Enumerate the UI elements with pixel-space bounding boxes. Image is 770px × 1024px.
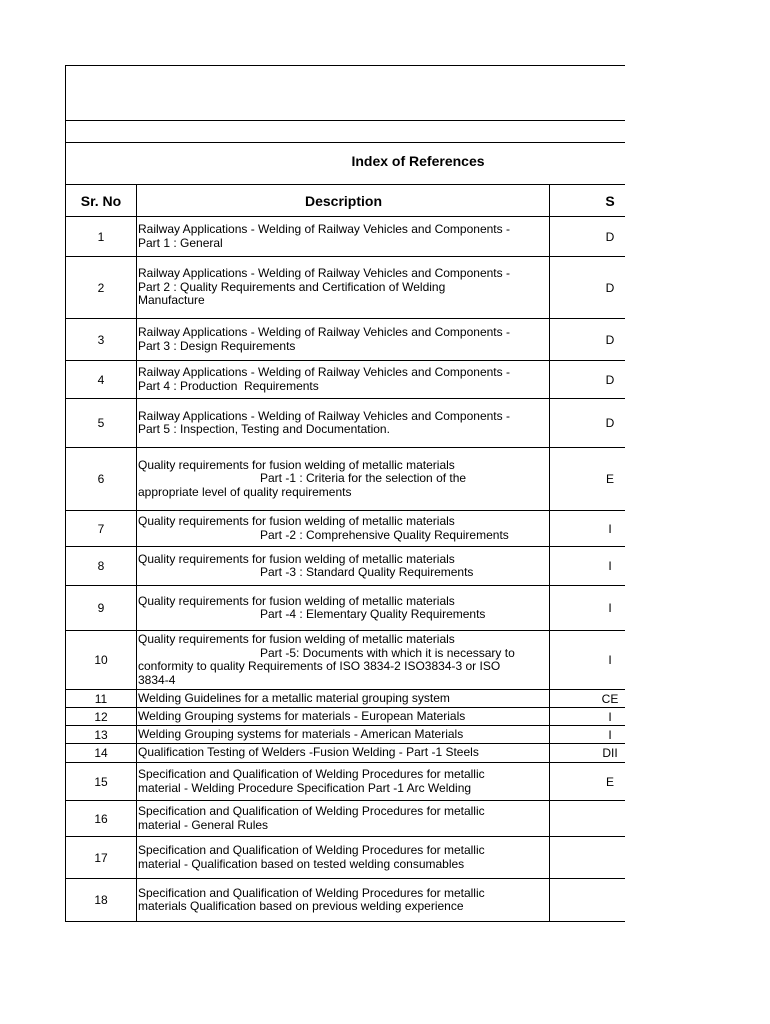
description-line: Railway Applications - Welding of Railway Vehicles and Components - [138, 325, 510, 339]
description-line: Manufacture [138, 293, 205, 308]
row-divider [65, 921, 625, 922]
description-line: Part -4 : Elementary Quality Requirements [260, 607, 486, 621]
description-line: Specification and Qualification of Welding Procedures for metallic [138, 885, 485, 900]
standard-cell: D [605, 372, 615, 387]
header-description: Description [304, 193, 382, 209]
description-cell [138, 763, 548, 800]
sr-no-cell: 15 [94, 774, 108, 789]
standard-cell: CE [601, 691, 619, 706]
description-line: Part 3 : Design Requirements [138, 338, 296, 353]
standard-cell: I [608, 727, 612, 742]
description-cell [138, 217, 548, 256]
description-cell [138, 448, 548, 510]
sr-no-cell: 1 [97, 229, 105, 244]
description-cell [138, 837, 548, 878]
description-line: Qualification Testing of Welders -Fusion Welding - Part -1 Steels [138, 745, 479, 760]
sr-no-cell: 12 [94, 709, 108, 724]
description-line: Specification and Qualification of Welding Procedures for metallic [138, 804, 485, 818]
description-line: Part -5: Documents with which it is necessary to [260, 645, 515, 660]
standard-cell: D [605, 332, 615, 347]
description-line: Railway Applications - Welding of Railway Vehicles and Components - [138, 408, 510, 423]
description-line: Part -3 : Standard Quality Requirements [260, 565, 474, 579]
sr-no-cell: 6 [97, 472, 105, 486]
sr-no-cell: 8 [97, 559, 105, 573]
standard-cell: D [605, 229, 615, 244]
sr-no-cell: 13 [94, 727, 108, 742]
header-sr-no: Sr. No [80, 193, 122, 209]
description-cell [138, 726, 548, 743]
description-line: Railway Applications - Welding of Railway Vehicles and Components - [138, 222, 510, 236]
description-line: Part -2 : Comprehensive Quality Requirements [260, 527, 509, 542]
sr-no-cell: 11 [94, 691, 108, 706]
description-line: Specification and Qualification of Welding Procedures for metallic [138, 843, 485, 857]
sr-no-cell: 17 [94, 850, 108, 865]
sr-no-cell: 18 [94, 893, 108, 907]
sr-no-cell: 4 [97, 372, 105, 387]
title-divider [65, 184, 625, 185]
description-line: Welding Grouping systems for materials - American Materials [138, 726, 464, 741]
top-border [65, 65, 625, 66]
description-cell [138, 744, 548, 762]
description-cell [138, 361, 548, 398]
description-cell [138, 257, 548, 318]
standard-cell: I [608, 709, 612, 724]
description-cell [138, 319, 548, 360]
standard-cell: D [605, 280, 615, 295]
description-line: Part -1 : Criteria for the selection of the [260, 471, 467, 486]
standard-cell [550, 879, 670, 921]
standard-cell: I [608, 559, 612, 573]
sr-no-cell: 3 [97, 332, 105, 347]
header-standard: S [605, 193, 615, 209]
sr-no-cell: 10 [94, 653, 108, 667]
description-cell [138, 801, 548, 836]
description-line: Part 1 : General [138, 235, 223, 250]
sr-no-cell: 7 [97, 521, 105, 536]
description-line: Quality requirements for fusion welding of metallic materials [138, 457, 455, 472]
description-cell [138, 708, 548, 725]
page-title: Index of References [351, 153, 485, 169]
description-line: conformity to quality Requirements of ISO 3834-2 ISO3834-3 or ISO [138, 659, 501, 673]
description-line: Quality requirements for fusion welding of metallic materials [138, 593, 455, 608]
description-line: Welding Grouping systems for materials - European Materials [138, 708, 466, 723]
sr-no-cell: 14 [94, 746, 108, 760]
standard-cell: DII [602, 746, 618, 760]
sr-no-cell: 9 [97, 601, 105, 615]
description-cell [138, 631, 548, 689]
description-line: Railway Applications - Welding of Railway Vehicles and Components - [138, 266, 510, 281]
description-line: material - Qualification based on tested welding consumables [138, 856, 465, 871]
description-cell [138, 586, 548, 630]
standard-cell [550, 837, 670, 878]
description-line: material - General Rules [138, 817, 269, 832]
standard-cell: D [605, 416, 615, 430]
column-divider-sr [136, 184, 137, 921]
standard-cell: I [608, 521, 612, 536]
description-line: Railway Applications - Welding of Railway Vehicles and Components - [138, 365, 510, 379]
description-cell [138, 879, 548, 921]
description-line: 3834-4 [138, 672, 176, 687]
header-divider-2 [65, 142, 625, 143]
description-line: Part 5 : Inspection, Testing and Documentation. [138, 422, 390, 436]
description-line: material - Welding Procedure Specification Part -1 Arc Welding [138, 780, 472, 795]
sr-no-cell: 16 [94, 811, 108, 826]
standard-cell [550, 801, 670, 836]
sr-no-cell: 2 [97, 280, 105, 295]
description-line: Part 2 : Quality Requirements and Certification of Welding [138, 279, 446, 294]
description-cell [138, 511, 548, 546]
description-line: Specification and Qualification of Welding Procedures for metallic [138, 767, 485, 781]
header-divider-1 [65, 120, 625, 121]
description-cell [138, 547, 548, 585]
sr-no-cell: 5 [97, 416, 105, 430]
description-line: Welding Guidelines for a metallic material grouping system [138, 690, 450, 705]
description-line: materials Qualification based on previous welding experience [138, 899, 464, 913]
description-line: Part 4 : Production Requirements [138, 378, 319, 393]
standard-cell: I [608, 601, 612, 615]
description-line: Quality requirements for fusion welding of metallic materials [138, 632, 455, 646]
description-line: Quality requirements for fusion welding of metallic materials [138, 551, 455, 566]
standard-cell: E [605, 774, 614, 789]
description-line: Quality requirements for fusion welding of metallic materials [138, 514, 455, 528]
description-line: appropriate level of quality requirements [138, 484, 352, 499]
description-cell [138, 690, 548, 707]
standard-cell: E [605, 472, 614, 486]
description-cell [138, 399, 548, 447]
standard-cell: I [608, 653, 612, 667]
